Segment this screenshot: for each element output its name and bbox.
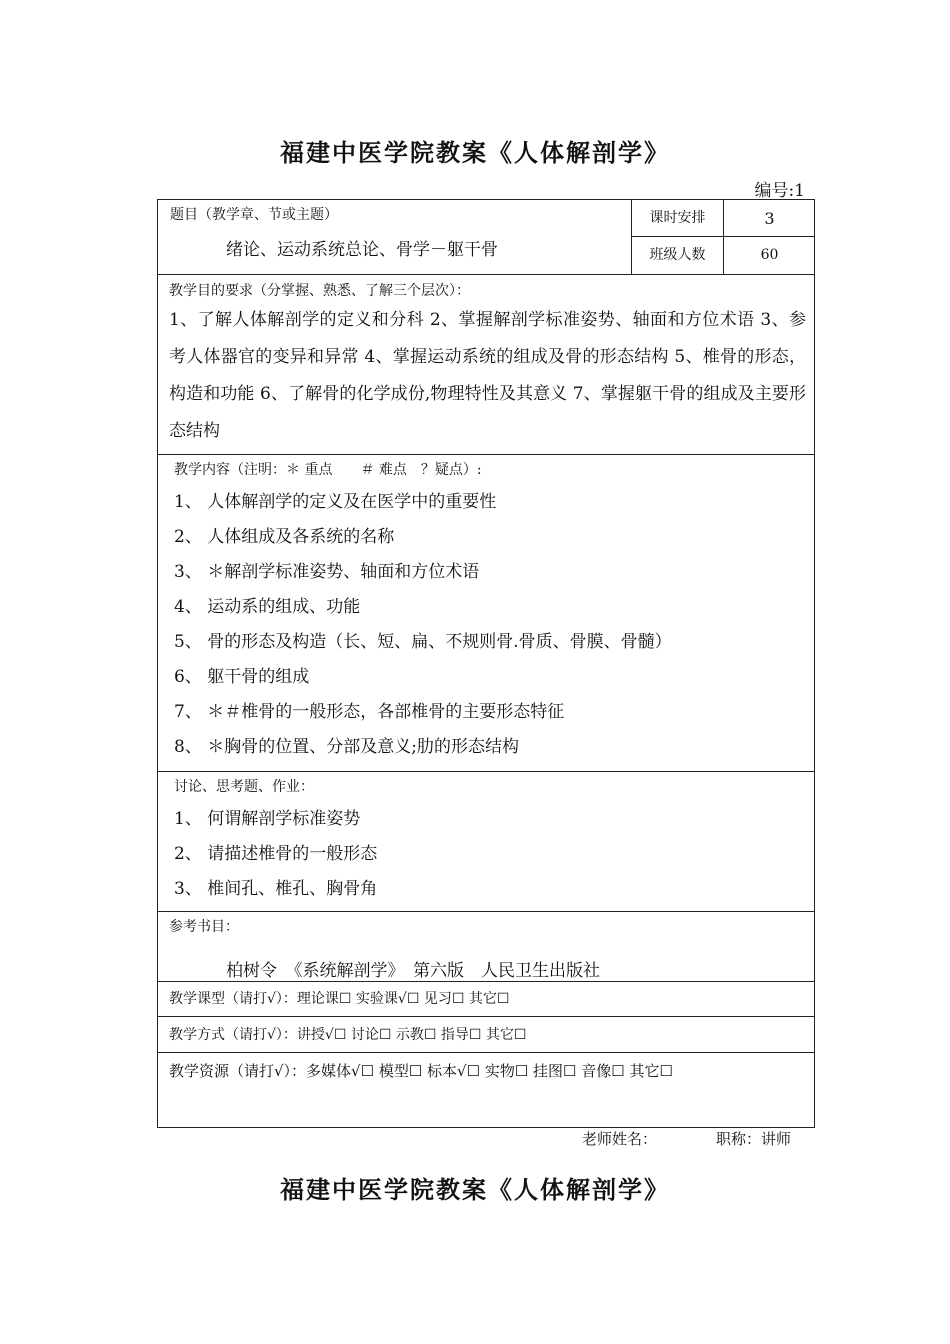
topic-label: 题目（教学章、节或主题）: [170, 207, 338, 223]
topic-cell: [158, 200, 632, 274]
content-item: 6、 躯干骨的组成: [174, 667, 310, 687]
topic-row: [158, 200, 814, 275]
content-item: 8、 ＊胸骨的位置、分部及意义;肋的形态结构: [174, 737, 519, 757]
content-item: 4、 运动系的组成、功能: [174, 597, 361, 617]
hours-label: 课时安排: [632, 200, 724, 237]
teaching-method-row: 教学方式（请打√）：讲授√☐ 讨论☐ 示教☐ 指导☐ 其它☐: [158, 1017, 814, 1053]
teacher-rank: 职称：讲师: [716, 1130, 792, 1148]
lesson-plan-table: [157, 199, 815, 1128]
references-label: 参考书目：: [169, 919, 239, 935]
page-title: 福建中医学院教案《人体解剖学》: [280, 139, 670, 167]
course-type-row: 教学课型（请打√）：理论课☐ 实验课√☐ 见习☐ 其它☐: [158, 982, 814, 1017]
teacher-name-label: 老师姓名：: [582, 1130, 658, 1148]
resources-row: [158, 1053, 814, 1127]
discussion-item: 1、 何谓解剖学标准姿势: [174, 809, 361, 829]
resources-text: 教学资源（请打√）：多媒体√☐ 模型☐ 标本√☐ 实物☐ 挂图☐ 音像☐ 其它☐: [169, 1062, 673, 1080]
content-label: 教学内容（注明：＊ 重点 ＃ 难点 ？疑点）:: [174, 462, 482, 478]
objectives-label: 教学目的要求（分掌握、熟悉、了解三个层次）：: [169, 283, 470, 299]
hours-value: 3: [724, 200, 815, 237]
objectives-text: 1、了解人体解剖学的定义和分科 2、掌握解剖学标准姿势、轴面和方位术语 3、参考人体器官的变异和异常 4、掌握运动系统的组成及骨的形态结构 5、椎骨的形态，构造和功能 6、了解骨的化学成份,物理特性及其意义 7、掌握躯干骨的组成及主要形态结构: [169, 310, 806, 441]
objectives-row: [158, 275, 814, 455]
next-page-title: 福建中医学院教案《人体解剖学》: [280, 1176, 670, 1204]
topic-text: 绪论、运动系统总论、骨学－躯干骨: [226, 240, 498, 260]
content-item: 1、 人体解剖学的定义及在医学中的重要性: [174, 492, 497, 512]
class-size-value: 60: [760, 247, 779, 263]
content-item: 2、 人体组成及各系统的名称: [174, 527, 395, 547]
serial-number: 编号:1: [754, 181, 805, 201]
references-row: [158, 912, 814, 982]
content-item: 5、 骨的形态及构造（长、短、扁、不规则骨.骨质、骨膜、骨髓）: [174, 632, 672, 652]
class-size-label: 班级人数: [632, 237, 724, 274]
discussion-label: 讨论、思考题、作业：: [174, 779, 314, 795]
discussion-item: 3、 椎间孔、椎孔、胸骨角: [174, 879, 378, 899]
content-item: 3、 ＊解剖学标准姿势、轴面和方位术语: [174, 562, 480, 582]
references-text: 柏树令 《系统解剖学》 第六版 人民卫生出版社: [226, 961, 600, 981]
discussion-row: [158, 772, 814, 912]
discussion-item: 2、 请描述椎骨的一般形态: [174, 844, 378, 864]
content-item: 7、 ＊＃椎骨的一般形态，各部椎骨的主要形态特征: [174, 702, 565, 722]
content-row: [158, 455, 814, 772]
